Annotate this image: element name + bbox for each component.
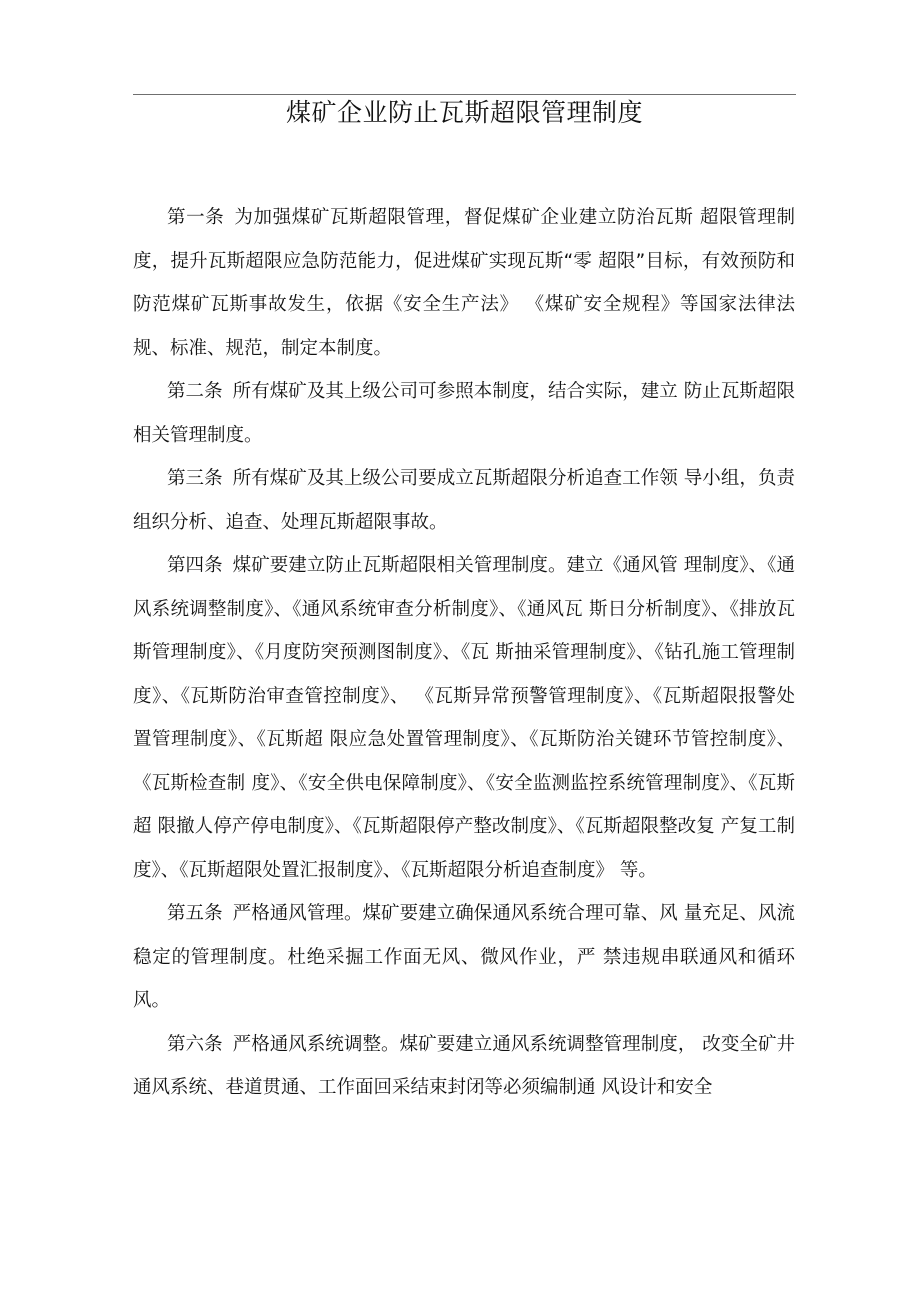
document-title: 煤矿企业防止瓦斯超限管理制度 bbox=[285, 98, 643, 127]
article-label: 第一条 bbox=[167, 207, 225, 228]
article-1 bbox=[133, 196, 795, 370]
article-4 bbox=[133, 544, 795, 892]
article-2 bbox=[133, 370, 795, 457]
article-text: 为加强煤矿瓦斯超限管理，督促煤矿企业建立防治瓦斯 超限管理制度，提升瓦斯超限应急防范能力，促进煤矿实现瓦斯“零 超限”目标，有效预防和防范煤矿瓦斯事故发生，依据《安全生产法》 《煤矿安全规程》等国家法律法规、标准、规范，制定本制度。 bbox=[133, 207, 795, 359]
article-text: 所有煤矿及其上级公司可参照本制度，结合实际，建立 防止瓦斯超限相关管理制度。 bbox=[133, 381, 795, 446]
article-5 bbox=[133, 892, 795, 1023]
article-text: 所有煤矿及其上级公司要成立瓦斯超限分析追查工作领 导小组，负责组织分析、追查、处理瓦斯超限事故。 bbox=[133, 468, 795, 533]
article-text: 煤矿要建立防止瓦斯超限相关管理制度。建立《通风管 理制度》、《通风系统调整制度》、《通风系统审查分析制度》、《通风瓦 斯日分析制度》、《排放瓦斯管理制度》、《月度防突预测图制度》、《瓦 斯抽采管理制度》、《钻孔施工管理制度》、《瓦斯防治审查管控制度》、 《瓦斯异常预警管理制度》、《瓦斯超限报警处置管理制度》、《瓦斯超 限应急处置管理制度》、《瓦斯防治关键环节管控制度》、《瓦斯检查制 度》、《安全供电保障制度》、《安全监测监控系统管理制度》、《瓦斯超 限撤人停产停电制度》、《瓦斯超限停产整改制度》、《瓦斯超限整改复 产复工制度》、《瓦斯超限处置汇报制度》、《瓦斯超限分析追查制度》 等。 bbox=[133, 555, 795, 881]
article-label: 第三条 bbox=[167, 468, 223, 489]
article-label: 第五条 bbox=[167, 903, 223, 924]
article-label: 第四条 bbox=[167, 555, 223, 576]
article-3 bbox=[133, 457, 795, 544]
header-rule bbox=[133, 94, 796, 95]
article-6 bbox=[133, 1023, 795, 1110]
article-label: 第六条 bbox=[167, 1033, 223, 1055]
article-text: 严格通风管理。煤矿要建立确保通风系统合理可靠、风 量充足、风流稳定的管理制度。杜绝采掘工作面无风、微风作业，严 禁违规串联通风和循环风。 bbox=[133, 903, 795, 1011]
article-label: 第二条 bbox=[167, 381, 223, 402]
document-body bbox=[133, 196, 795, 1110]
article-text: 严格通风系统调整。煤矿要建立通风系统调整管理制度， 改变全矿井通风系统、巷道贯通、工作面回采结束封闭等必须编制通 风设计和安全 bbox=[133, 1033, 795, 1098]
